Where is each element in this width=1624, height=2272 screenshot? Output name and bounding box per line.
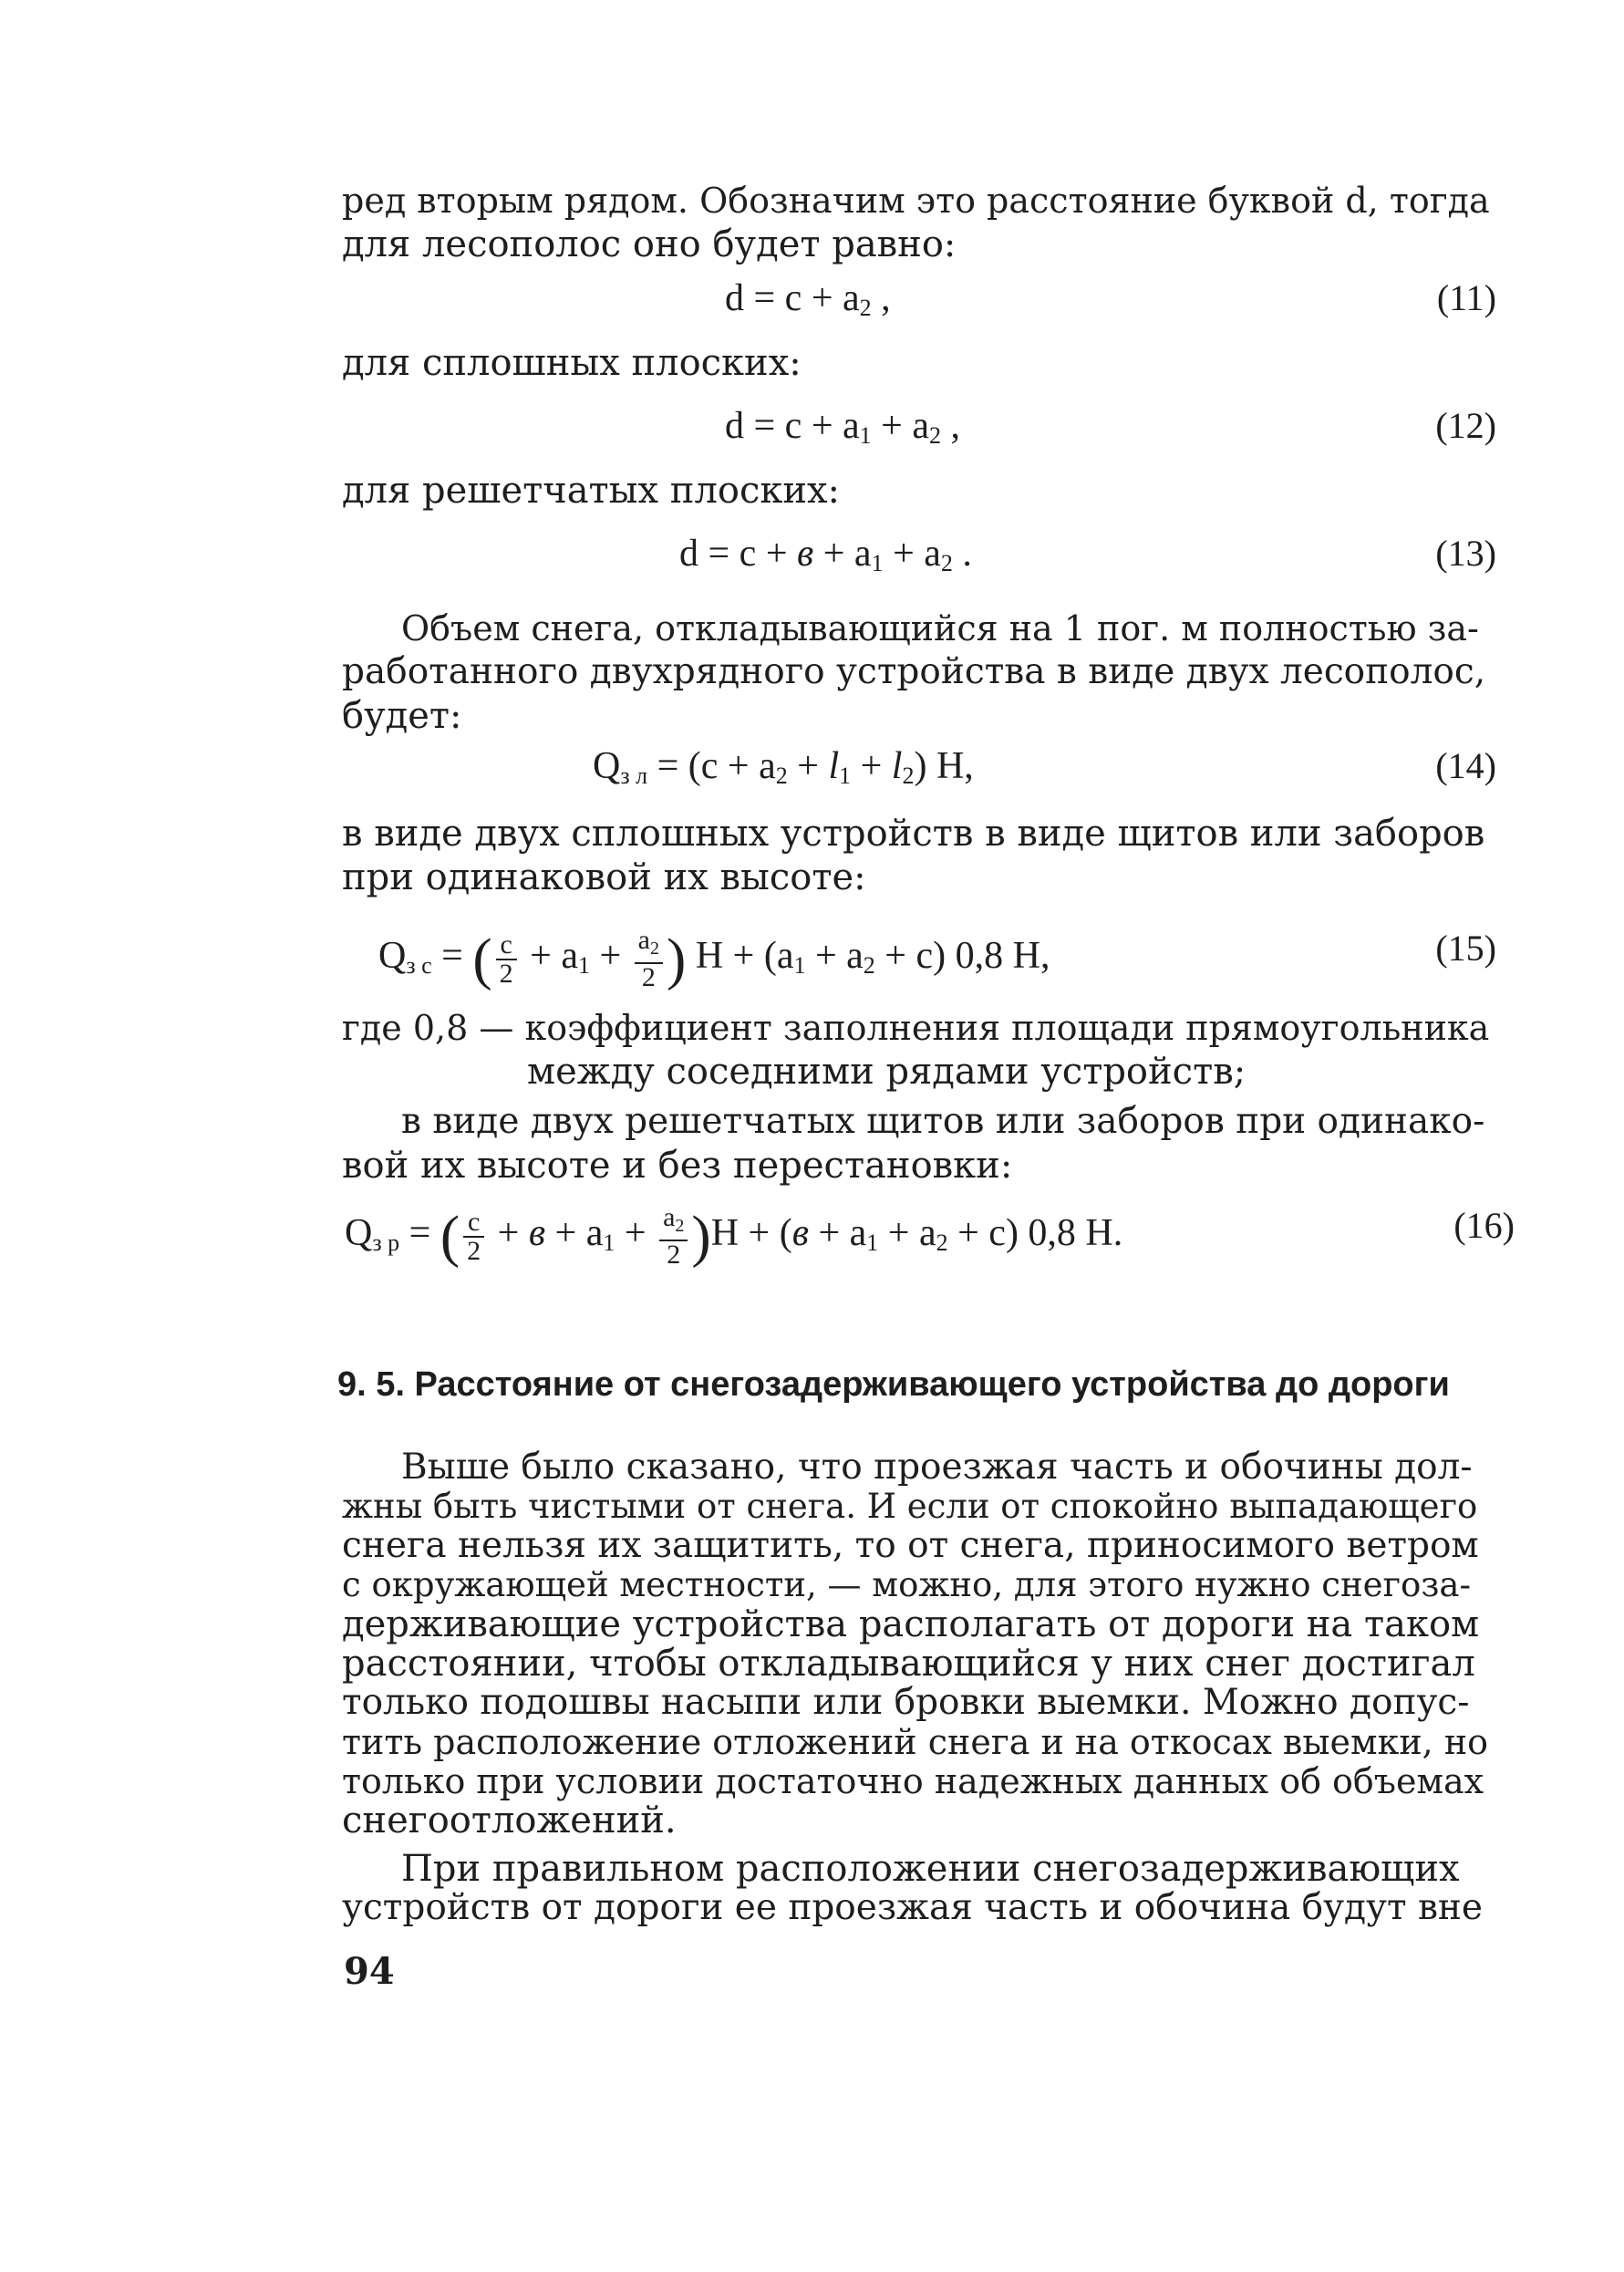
text-line: Объем снега, откладывающийся на 1 пог. м полностью за- bbox=[401, 608, 1479, 648]
text-line: При правильном расположении снегозадерживающих bbox=[401, 1848, 1460, 1890]
text-line: Выше было сказано, что проезжая часть и обочины дол- bbox=[401, 1447, 1473, 1488]
equation-number: (11) bbox=[1436, 277, 1496, 318]
text-line: для лесополос оно будет равно: bbox=[342, 223, 957, 265]
text-line: держивающие устройства располагать от дороги на таком bbox=[342, 1603, 1480, 1645]
text-line: будет: bbox=[342, 695, 462, 737]
fraction: $\frac{c}{2}$ bbox=[496, 931, 517, 988]
left-paren: ( bbox=[440, 1203, 460, 1269]
text-line: работанного двухрядного устройства в виде двух лесополос, bbox=[342, 651, 1486, 692]
text-line: между соседними рядами устройств; bbox=[527, 1051, 1246, 1093]
equation-15: $Q_{з с}$ = ( $\frac{c}{2}$ + $a_1$ + $\frac{a_2}{2}$ ) $H + (a_1 + a_2 + c)$ 0,8 H, bbox=[378, 925, 1050, 992]
text-line: с окружающей местности, — можно, для этого нужно снегоза- bbox=[342, 1565, 1471, 1604]
equation-13: $d = c + в + a_1 + a_2$ . bbox=[679, 533, 972, 576]
section-heading: 9. 5. Расстояние от снегозадерживающего устройства до дороги bbox=[337, 1365, 1450, 1404]
text-line: вой их высоте и без перестановки: bbox=[342, 1145, 1013, 1187]
text-line: только подошвы насыпи или бровки выемки. Можно допус- bbox=[342, 1682, 1470, 1723]
text-line: ред вторым рядом. Обозначим это расстояние буквой d, тогда bbox=[342, 181, 1490, 221]
fraction: $\frac{a_2}{2}$ bbox=[659, 1204, 688, 1269]
equation-number: (13) bbox=[1435, 533, 1496, 574]
right-paren: ) bbox=[667, 926, 687, 991]
fraction: $\frac{a_2}{2}$ bbox=[635, 927, 663, 991]
text-line: при одинаковой их высоте: bbox=[342, 856, 866, 898]
text-line: жны быть чистыми от снега. И если от спокойно выпадающего bbox=[342, 1487, 1478, 1526]
equation-16: $Q_{з р}$ = ( $\frac{c}{2}$ + $в + a_1$ + $\frac{a_2}{2}$ )$H + (в + a_1 + a_2 + c)$ 0,8 H. bbox=[345, 1202, 1123, 1270]
equation-label: для решетчатых плоских: bbox=[342, 470, 841, 512]
equation-number: (16) bbox=[1453, 1205, 1515, 1246]
equation-11: $d = c + a_2$ , bbox=[725, 277, 891, 321]
equation-14: $Q_{з л} = (c + a_2 + l_1 + l_2)$ H, bbox=[593, 745, 974, 789]
left-paren: ( bbox=[472, 926, 492, 991]
text-line: где 0,8 — коэффициент заполнения площади прямоугольника bbox=[342, 1008, 1490, 1048]
text-line: в виде двух решетчатых щитов или заборов при одинако- bbox=[401, 1101, 1485, 1142]
text-line: только при условии достаточно надежных данных об объемах bbox=[342, 1761, 1484, 1801]
equation-number: (14) bbox=[1435, 745, 1496, 786]
equation-12: $d = c + a_1 + a_2$ , bbox=[725, 405, 960, 449]
text-line: устройств от дороги ее проезжая часть и обочина будут вне bbox=[342, 1887, 1483, 1928]
right-paren: ) bbox=[691, 1203, 711, 1269]
text-line: снега нельзя их защитить, то от снега, приносимого ветром bbox=[342, 1525, 1479, 1566]
equation-number: (15) bbox=[1435, 928, 1496, 969]
fraction: $\frac{c}{2}$ bbox=[463, 1209, 484, 1265]
text-line: расстоянии, чтобы откладывающийся у них снег достигал bbox=[342, 1643, 1475, 1685]
text-line: в виде двух сплошных устройств в виде щитов или заборов bbox=[342, 813, 1485, 855]
equation-label: для сплошных плоских: bbox=[342, 342, 802, 384]
equation-number: (12) bbox=[1435, 405, 1496, 446]
page-number: 94 bbox=[344, 1950, 395, 1993]
text-line: снегоотложений. bbox=[342, 1800, 677, 1841]
text-line: тить расположение отложений снега и на откосах выемки, но bbox=[342, 1722, 1489, 1762]
